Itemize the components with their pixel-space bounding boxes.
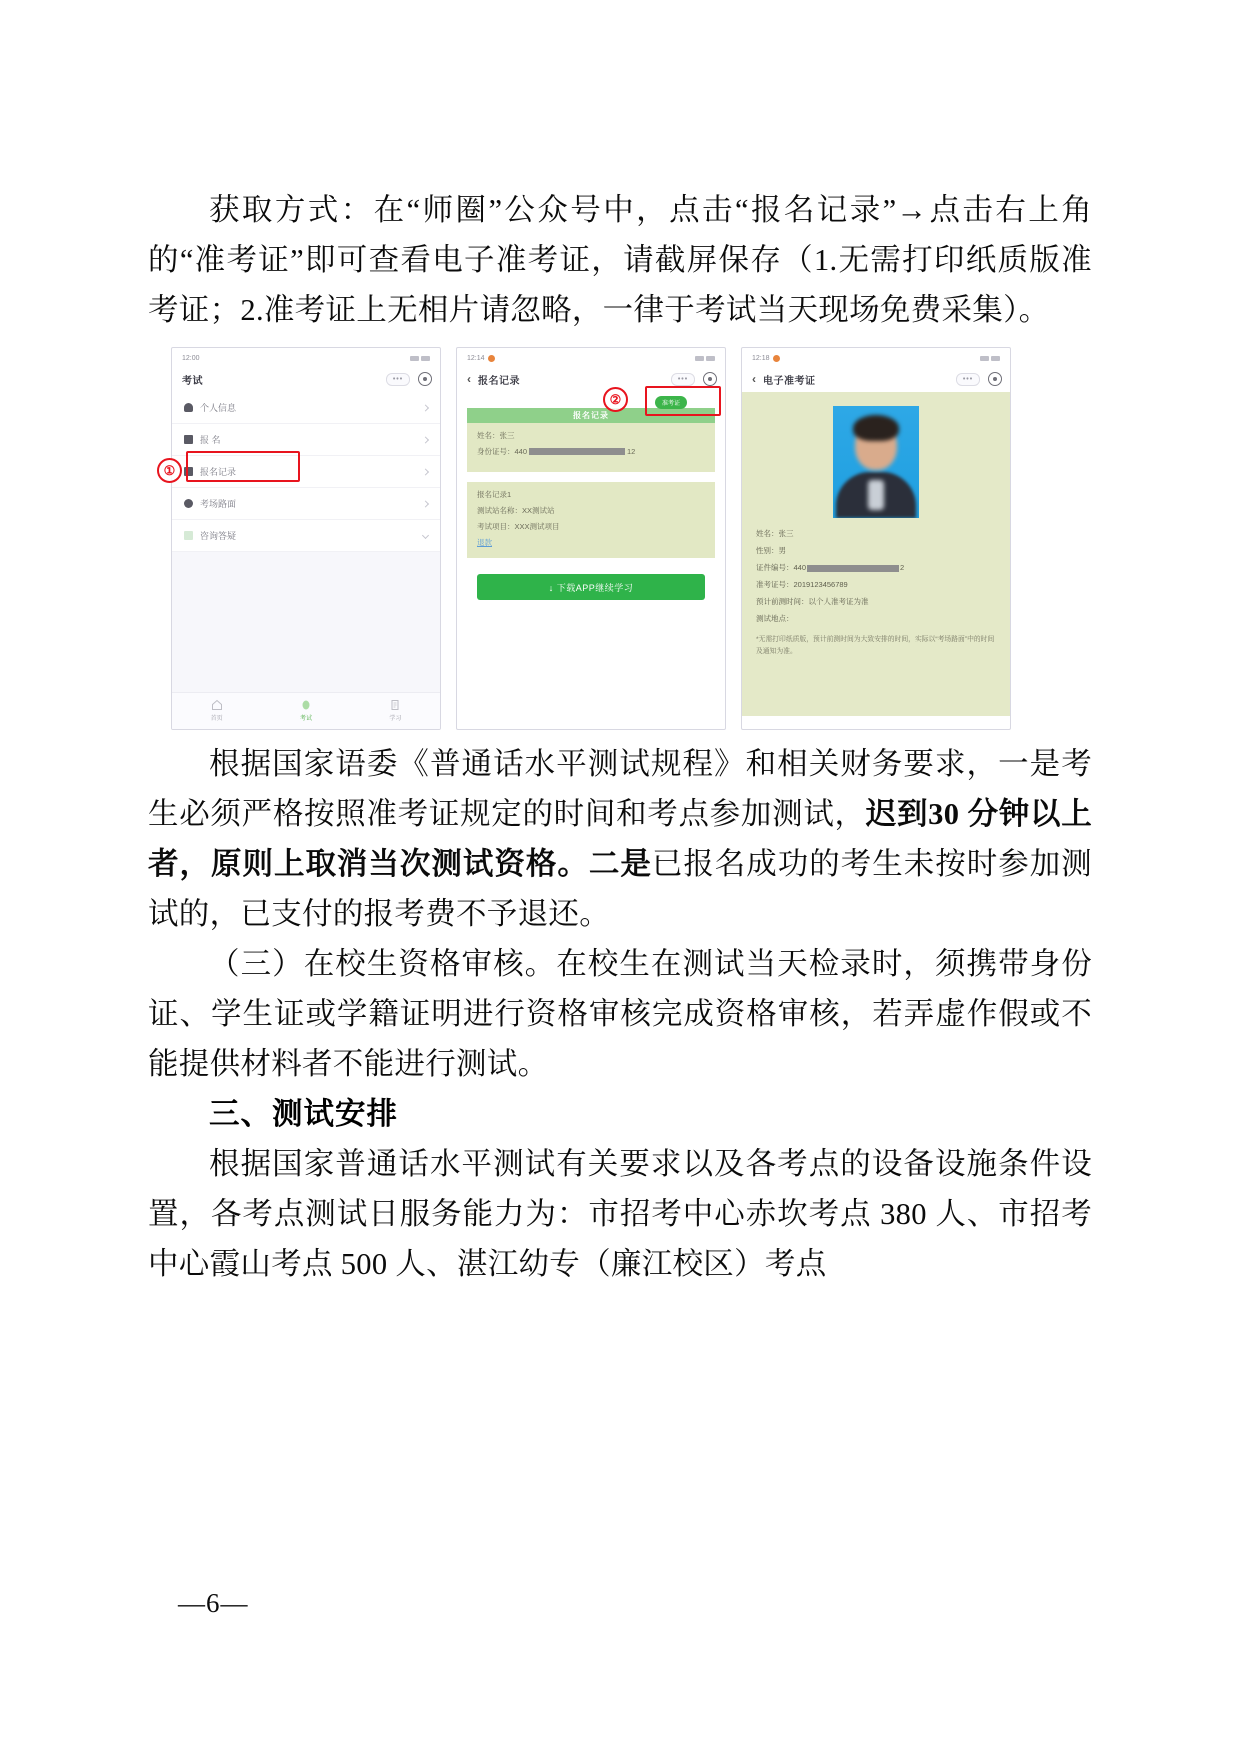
list-item[interactable] xyxy=(172,392,440,424)
nav-actions xyxy=(956,372,1002,386)
chevron-right-icon xyxy=(422,500,429,507)
cert-field-estimated-time xyxy=(756,596,996,607)
status-bar xyxy=(457,348,725,366)
cert-field-gender xyxy=(756,545,996,556)
more-options-icon[interactable]: ••• xyxy=(386,373,410,386)
signal-icon xyxy=(980,356,989,361)
record-field-station xyxy=(477,505,705,516)
list-item-label: 报名记录 xyxy=(200,467,237,477)
paragraph-student-verification: （三）在校生资格审核。在校生在测试当天检录时，须携带身份证、学生证或学籍证明进行资格审核完成资格审核，若弄虚作假或不能提供材料者不能进行测试。 xyxy=(148,947,1092,1081)
admission-ticket-badge[interactable]: 准考证 xyxy=(655,396,687,409)
download-app-button[interactable]: ↓ 下载APP继续学习 xyxy=(477,574,705,600)
paragraph-part-bold: 迟到30 分钟以上者，原则上取消当次测试资格。二是 xyxy=(148,797,1092,881)
field-value: XX测试站 xyxy=(522,506,555,515)
nav-title: 考试 xyxy=(182,375,203,387)
paragraph-capacity: 根据国家普通话水平测试有关要求以及各考点的设备设施条件设置，各考点测试日服务能力为：市招考中心赤坎考点 380 人、市招考中心霞山考点 500 人、湛江幼专（廉江校区）考点 xyxy=(148,1147,1092,1281)
field-value: XXX测试项目 xyxy=(514,522,560,531)
nav-title: 电子准考证 xyxy=(763,375,816,387)
status-indicators xyxy=(980,356,1000,361)
page-number: —6— xyxy=(178,1588,249,1618)
notification-dot-icon xyxy=(488,355,495,362)
cert-field-id xyxy=(756,562,996,573)
chevron-down-icon xyxy=(422,531,429,538)
nav-bar xyxy=(457,366,725,392)
field-value: 张三 xyxy=(499,431,515,440)
battery-icon xyxy=(706,356,715,361)
cert-field-location xyxy=(756,613,996,624)
paragraph-access-method: 获取方式：在“师圈”公众号中，点击“报名记录”→点击右上角的“准考证”即可查看电子准考证，请截屏保存（1.无需打印纸质版准考证；2.准考证上无相片请忽略，一律于考试当天现场免费采集）。 xyxy=(148,193,1092,327)
status-indicators xyxy=(695,356,715,361)
field-key: 姓名： xyxy=(756,529,779,538)
record-icon xyxy=(184,467,193,476)
close-icon[interactable] xyxy=(703,372,717,386)
field-value: 2019123456789 xyxy=(793,580,848,589)
signal-icon xyxy=(695,356,704,361)
status-bar xyxy=(172,348,440,366)
nav-title: 报名记录 xyxy=(478,375,520,387)
nav-actions xyxy=(671,372,717,386)
status-indicators xyxy=(410,356,430,361)
field-key: 准考证号： xyxy=(756,580,794,589)
cert-field-ticket-number xyxy=(756,579,996,590)
form-icon xyxy=(184,435,193,444)
field-value-tail: 12 xyxy=(627,447,636,456)
location-icon xyxy=(184,499,193,508)
paragraph-part-c: 已报名成功的考生未按时参加测试的，已支付的报考费不予退还。 xyxy=(148,847,1092,931)
id-photo xyxy=(833,406,919,518)
signal-icon xyxy=(410,356,419,361)
field-value: 张三 xyxy=(778,529,794,538)
tab-exam[interactable] xyxy=(300,699,312,722)
list-item-registration-record[interactable] xyxy=(172,456,440,488)
status-time: 12:00 xyxy=(182,354,200,362)
field-value-tail: 2 xyxy=(900,563,905,572)
menu-list xyxy=(172,392,440,552)
photo-hair xyxy=(853,415,899,441)
nav-actions xyxy=(386,372,432,386)
tab-label: 学习 xyxy=(389,715,402,722)
nav-bar xyxy=(172,366,440,392)
page-content xyxy=(148,185,1092,1289)
tab-study[interactable] xyxy=(389,699,401,722)
nav-bar xyxy=(742,366,1010,392)
phone-screenshot-registration-record xyxy=(456,347,726,730)
list-item[interactable] xyxy=(172,424,440,456)
status-time: 12:14 xyxy=(467,354,485,362)
screenshot-figure xyxy=(148,347,1092,739)
cert-note: *无需打印纸质版，预计前测时间为大致安排的时间，实际以“考场路面”中的时间及通知为准。 xyxy=(756,636,995,655)
record-field-project xyxy=(477,521,705,532)
back-icon[interactable]: ‹ xyxy=(752,372,756,386)
close-icon[interactable] xyxy=(988,372,1002,386)
record-card-wrapper xyxy=(457,392,725,600)
record-title: 报名记录1 xyxy=(477,490,512,499)
chevron-right-icon xyxy=(422,436,429,443)
list-item-label: 咨询答疑 xyxy=(200,531,237,541)
certificate-card xyxy=(742,392,1010,716)
battery-icon xyxy=(991,356,1000,361)
tab-home[interactable] xyxy=(211,699,223,722)
card-header: 报名记录 xyxy=(467,408,715,423)
chevron-right-icon xyxy=(422,404,429,411)
phone-screenshot-exam-menu xyxy=(171,347,441,730)
phone-screenshot-electronic-admission-ticket xyxy=(741,347,1011,730)
card-body xyxy=(467,423,715,472)
field-key: 考试项目： xyxy=(477,522,515,531)
list-item-label: 考场路面 xyxy=(200,499,237,509)
list-item-label: 报 名 xyxy=(200,435,221,445)
more-options-icon[interactable]: ••• xyxy=(956,373,980,386)
battery-icon xyxy=(421,356,430,361)
more-options-icon[interactable]: ••• xyxy=(671,373,695,386)
field-id-number xyxy=(477,446,705,457)
annotation-number-2: ② xyxy=(603,387,628,412)
notification-dot-icon xyxy=(773,355,780,362)
redaction-bar xyxy=(807,565,899,572)
photo-collar xyxy=(868,480,884,510)
list-item-label: 个人信息 xyxy=(200,403,237,413)
paragraph-regulations xyxy=(148,739,1092,939)
close-icon[interactable] xyxy=(418,372,432,386)
back-icon[interactable]: ‹ xyxy=(467,372,471,386)
field-key: 证件编号： xyxy=(756,563,794,572)
field-name xyxy=(477,430,705,441)
list-item[interactable] xyxy=(172,520,440,552)
field-key: 性别： xyxy=(756,546,779,555)
card-divider xyxy=(467,472,715,482)
status-bar xyxy=(742,348,1010,366)
paragraph-part-a: 根据国家语委《普通话水平测试规程》和相关财务要求，一是考生必须严格按照准考证规定的时间和考点参加测试， xyxy=(148,747,1092,831)
list-item[interactable] xyxy=(172,488,440,520)
home-icon xyxy=(211,699,223,711)
field-value: 男 xyxy=(778,546,786,555)
record-detail-card xyxy=(467,482,715,558)
refund-link[interactable]: 退款 xyxy=(477,538,492,547)
field-value: 440 xyxy=(514,447,528,456)
field-key: 预计前测时间： xyxy=(756,597,809,606)
status-time: 12:18 xyxy=(752,354,770,362)
chevron-right-icon xyxy=(422,468,429,475)
field-key: 身份证号： xyxy=(477,447,515,456)
redaction-bar xyxy=(529,448,625,455)
section-heading-test-arrangement: 三、测试安排 xyxy=(209,1097,398,1131)
field-value: 以个人准考证为准 xyxy=(808,597,869,606)
field-key: 姓名： xyxy=(477,431,500,440)
tab-label: 首页 xyxy=(210,715,223,722)
bottom-tab-bar xyxy=(172,692,440,729)
annotation-number-1: ① xyxy=(157,458,182,483)
study-icon xyxy=(389,699,401,711)
tab-label: 考试 xyxy=(299,715,312,722)
field-value: 440 xyxy=(793,563,807,572)
question-icon xyxy=(184,531,193,540)
exam-icon xyxy=(300,699,312,711)
field-key: 测试站名称： xyxy=(477,506,522,515)
cert-field-name xyxy=(756,528,996,539)
person-icon xyxy=(184,403,193,412)
field-key: 测试地点： xyxy=(756,614,794,623)
